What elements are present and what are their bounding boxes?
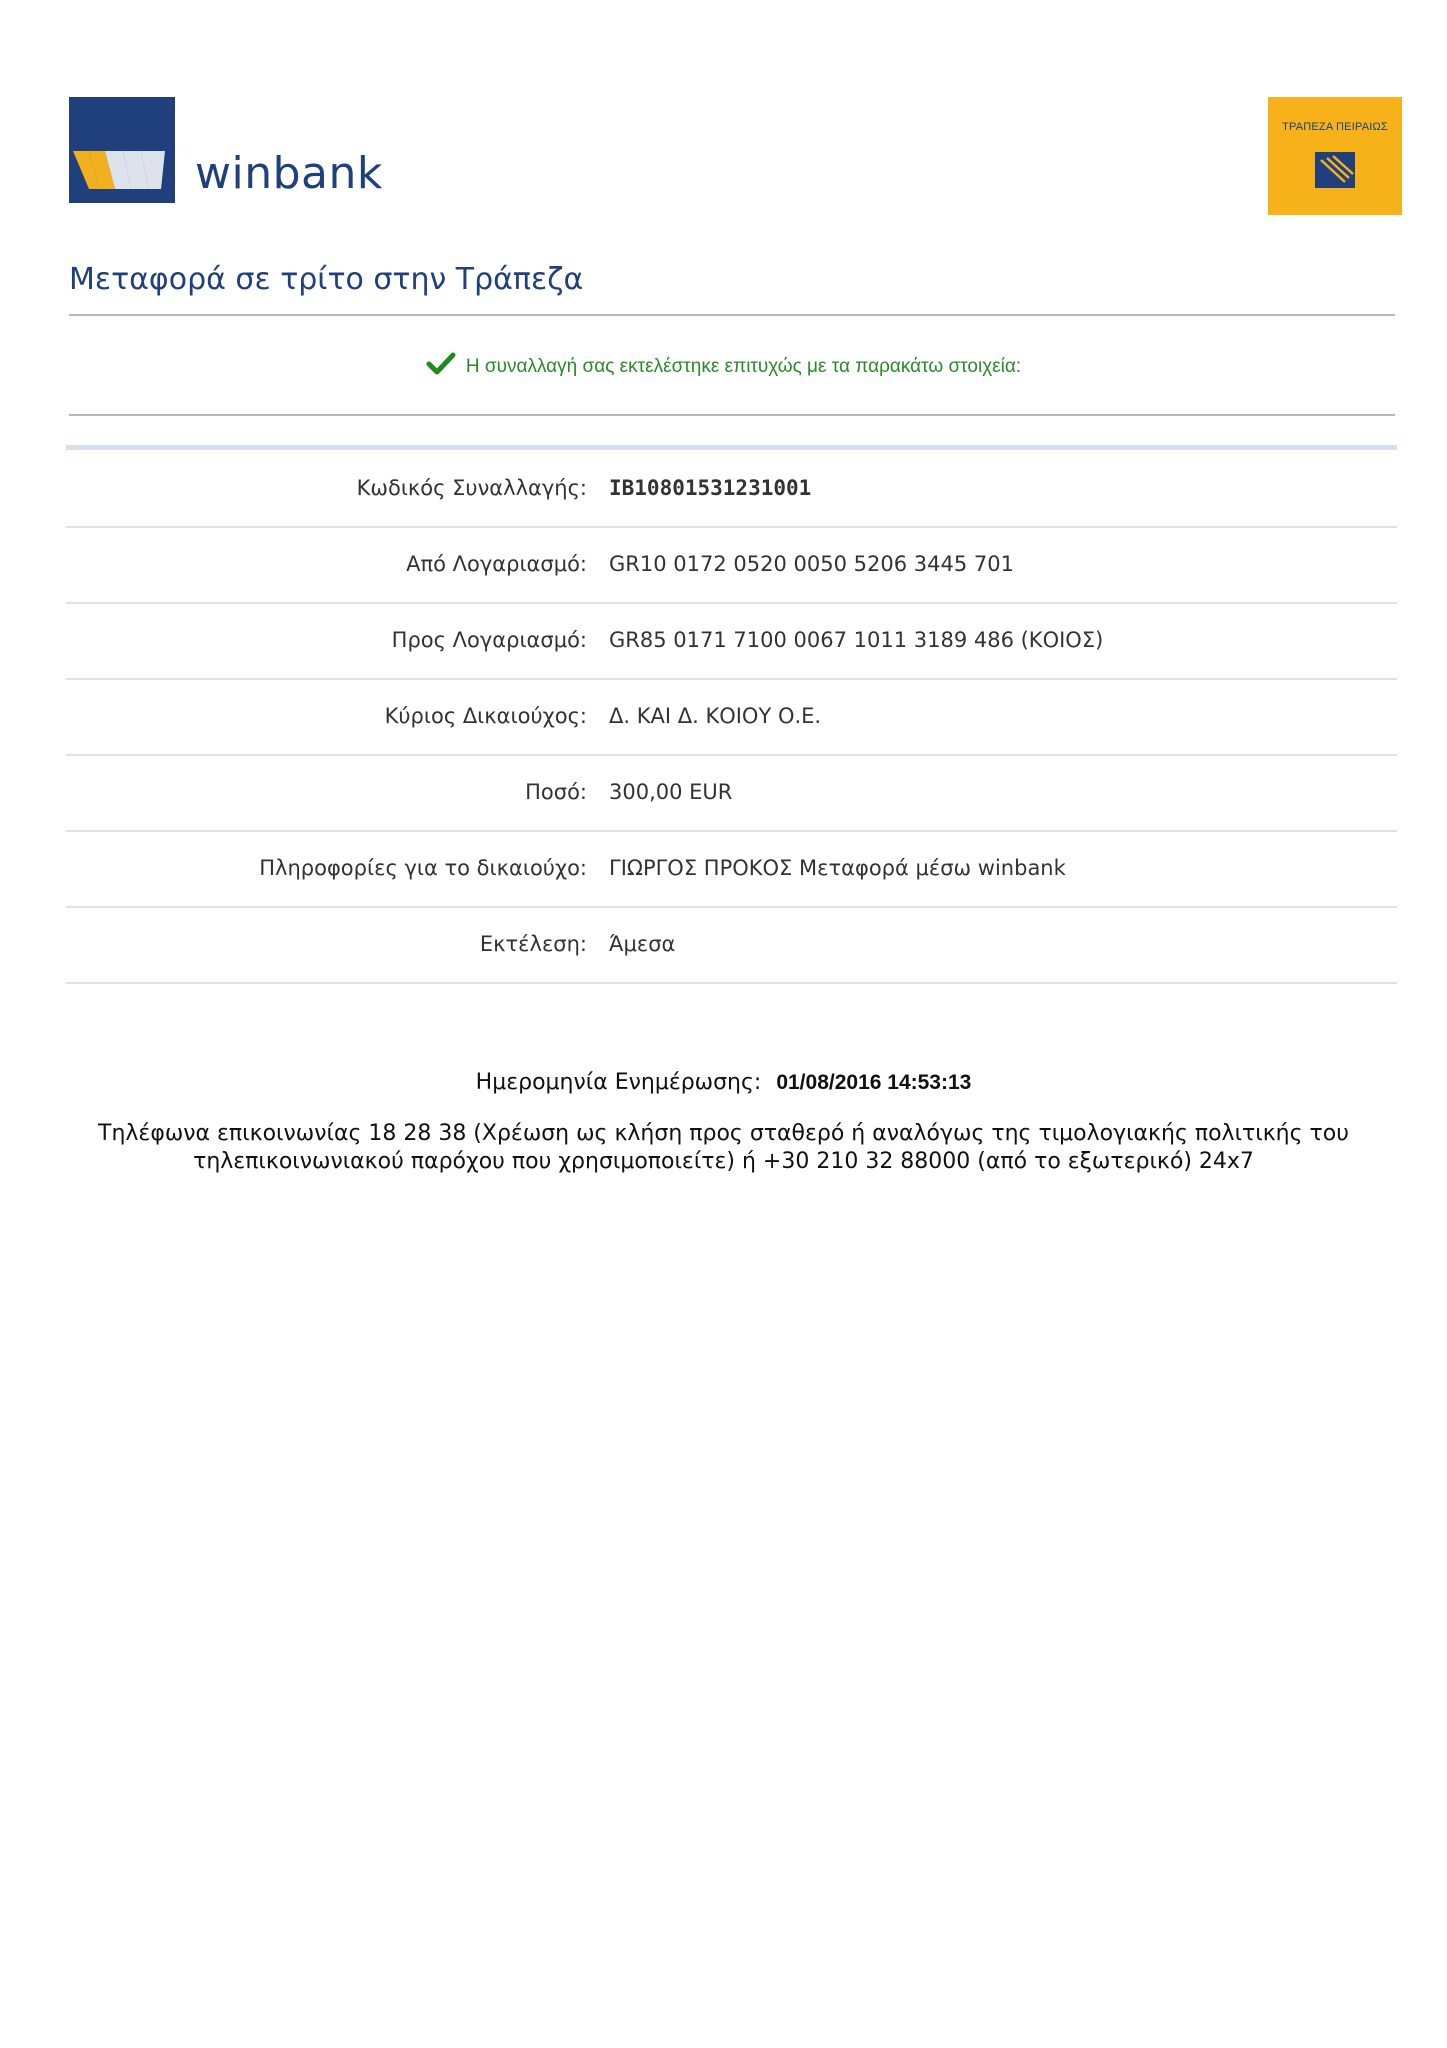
- detail-row-transaction-code: [66, 450, 1397, 528]
- winbank-w-icon: [69, 97, 175, 203]
- winbank-logo: [69, 97, 175, 203]
- detail-value: ΓΙΩΡΓΟΣ ΠΡΟΚΟΣ Μεταφορά μέσω winbank: [609, 856, 1066, 880]
- detail-row-execution: [66, 906, 1397, 984]
- detail-value: IB10801531231001: [609, 476, 812, 500]
- detail-label: Κύριος Δικαιούχος:: [384, 704, 587, 728]
- detail-label: Ποσό:: [525, 780, 587, 804]
- page-title: Μεταφορά σε τρίτο στην Τράπεζα: [69, 262, 584, 297]
- detail-row-beneficiary-info: [66, 830, 1397, 908]
- contact-line-1: Τηλέφωνα επικοινωνίας 18 28 38 (Χρέωση ως κλήση προς σταθερό ή αναλόγως της τιμολογιακής πολιτικής του: [98, 1121, 1349, 1146]
- update-date: [0, 1070, 1447, 1095]
- detail-value: GR10 0172 0520 0050 5206 3445 701: [609, 552, 1014, 576]
- update-date-label: Ημερομηνία Ενημέρωσης:: [475, 1070, 762, 1095]
- detail-row-from-account: [66, 526, 1397, 604]
- detail-value: 300,00 EUR: [609, 780, 733, 804]
- checkmark-icon: [426, 352, 456, 382]
- success-text: Η συναλλαγή σας εκτελέστηκε επιτυχώς με τα παρακάτω στοιχεία:: [465, 356, 1022, 377]
- success-message: [0, 352, 1447, 382]
- contact-line-2: τηλεπικοινωνιακού παρόχου που χρησιμοποιείτε) ή +30 210 32 88000 (από το εξωτερικό) 24x7: [193, 1149, 1254, 1174]
- detail-value: Άμεσα: [609, 932, 676, 956]
- detail-label: Εκτέλεση:: [479, 932, 587, 956]
- contact-info: [90, 1120, 1357, 1176]
- detail-value: GR85 0171 7100 0067 1011 3189 486 (ΚΟΙΟΣ): [609, 628, 1104, 652]
- piraeus-bank-logo: [1268, 97, 1402, 215]
- detail-row-beneficiary: [66, 678, 1397, 756]
- detail-label: Προς Λογαριασμό:: [391, 628, 587, 652]
- detail-row-amount: [66, 754, 1397, 832]
- detail-label: Κωδικός Συναλλαγής:: [356, 476, 587, 500]
- detail-label: Από Λογαριασμό:: [406, 552, 587, 576]
- detail-row-to-account: [66, 602, 1397, 680]
- update-date-value: 01/08/2016 14:53:13: [776, 1071, 972, 1094]
- detail-value: Δ. ΚΑΙ Δ. ΚΟΙΟΥ Ο.Ε.: [609, 704, 822, 728]
- brand-name: winbank: [195, 148, 383, 199]
- message-divider: [69, 414, 1395, 416]
- piraeus-stripes-icon: [1315, 152, 1355, 188]
- title-divider: [69, 314, 1395, 316]
- piraeus-logo-text: ΤΡΑΠΕΖΑ ΠΕΙΡΑΙΩΣ: [1282, 121, 1388, 133]
- detail-label: Πληροφορίες για το δικαιούχο:: [259, 856, 587, 880]
